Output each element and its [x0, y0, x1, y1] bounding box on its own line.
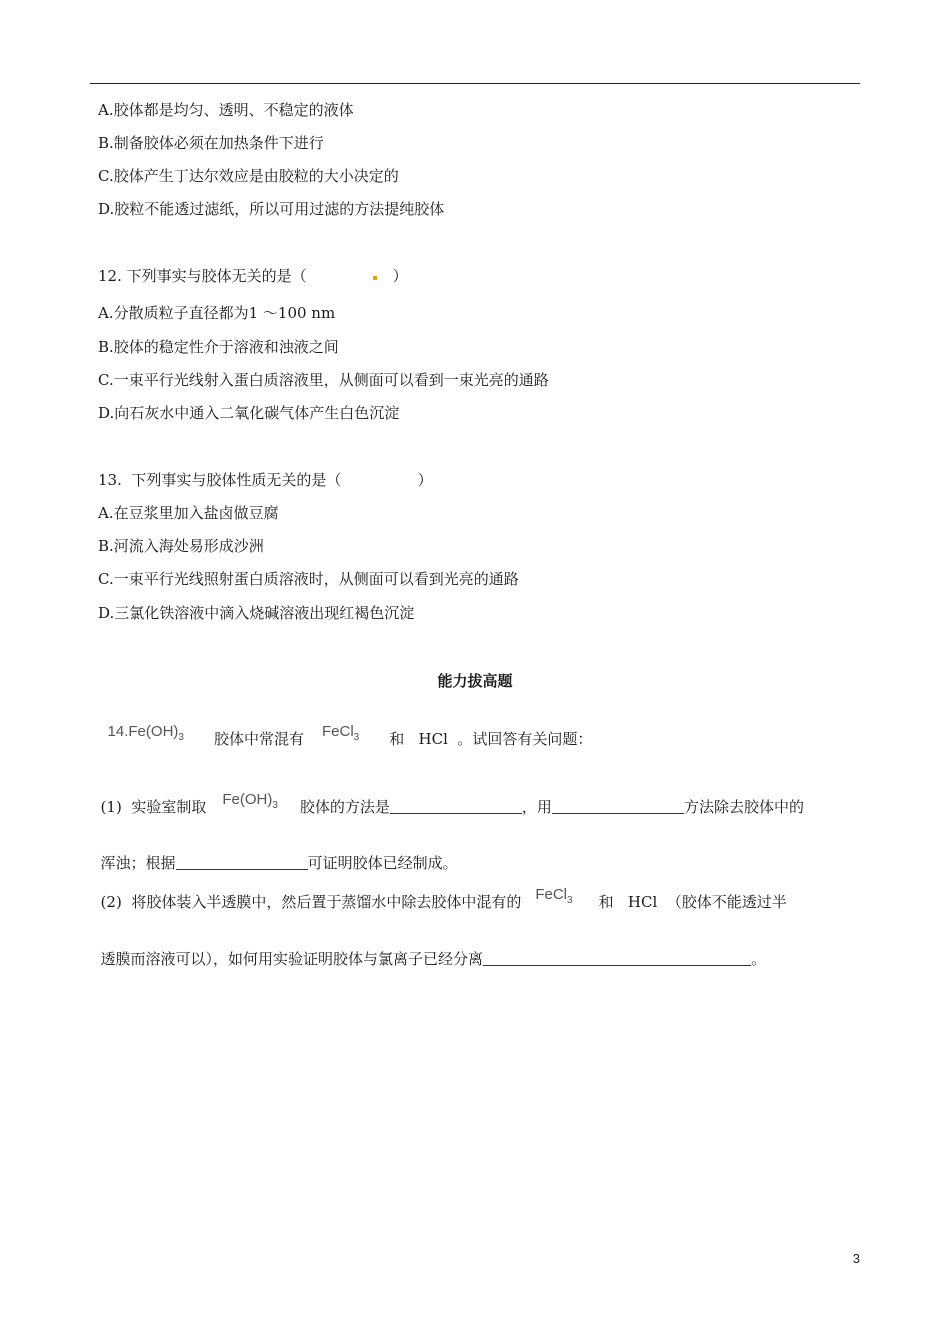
q13-option-a: A.在豆浆里加入盐卤做豆腐	[98, 504, 279, 522]
q12-stem-text: 12. 下列事实与胶体无关的是（	[98, 267, 307, 285]
q13-stem: 13. 下列事实与胶体性质无关的是（ ）	[98, 471, 433, 489]
q11-option-c: C.胶体产生丁达尔效应是由胶粒的大小决定的	[98, 167, 399, 185]
answer-blank-2[interactable]	[552, 799, 684, 814]
q12-stem	[98, 266, 408, 286]
q11-option-a: A.胶体都是均匀、透明、不稳定的液体	[98, 101, 354, 119]
q14-part2-d: 。	[751, 950, 767, 968]
q14-part2-c: 透膜而溶液可以），如何用实验证明胶体与氯离子已经分离	[100, 950, 484, 968]
q14-stem	[98, 709, 592, 756]
mark-dot	[373, 276, 377, 280]
q12-option-d: D.向石灰水中通入二氧化碳气体产生白色沉淀	[98, 404, 400, 422]
fecl3-formula: FeCl$_3$	[321, 723, 360, 743]
q14-part1-b: 胶体的方法是	[299, 798, 390, 816]
q14-part1-d: 方法除去胶体中的	[683, 798, 804, 816]
q12-stem-close: ）	[392, 267, 408, 285]
answer-blank-4[interactable]	[483, 951, 751, 966]
fecl3-formula-2: FeCl$_3$	[535, 886, 573, 906]
q14-text-b: 和 HCl 。试回答有关问题：	[389, 730, 593, 748]
q12-option-a: A.分散质粒子直径都为1 ～100 nm	[98, 304, 336, 322]
feoh3-formula: $14.Fe(OH)_3$	[107, 723, 184, 743]
q11-option-b: B.制备胶体必须在加热条件下进行	[98, 134, 324, 152]
header-rule	[90, 83, 860, 84]
q14-part2-b: 和 HCl （胶体不能透过半	[598, 893, 787, 911]
q13-option-d: D.三氯化铁溶液中滴入烧碱溶液出现红褐色沉淀	[98, 604, 415, 622]
q12-option-c: C.一束平行光线射入蛋白质溶液里，从侧面可以看到一束光亮的通路	[98, 371, 549, 389]
q14-text-a: 胶体中常混有	[213, 730, 304, 748]
q13-option-b: B.河流入海处易形成沙洲	[98, 537, 264, 555]
q14-part1-a: (1) 实验室制取	[100, 798, 207, 816]
q14-part1-e: 浑浊；根据	[100, 854, 176, 872]
section-heading: 能力拔高题	[437, 672, 513, 690]
q14-part2	[91, 872, 787, 919]
feoh3-formula-2: $Fe(OH)_3$	[222, 791, 278, 811]
q14-part2-a: (2) 将胶体装入半透膜中，然后置于蒸馏水中除去胶体中混有的	[100, 893, 522, 911]
q14-part2-cont	[91, 929, 766, 969]
answer-blank-1[interactable]	[390, 799, 522, 814]
q14-part1	[91, 777, 804, 824]
q14-part1-c: ，用	[521, 798, 552, 816]
q14-part1-cont	[91, 833, 458, 873]
q13-option-c: C.一束平行光线照射蛋白质溶液时，从侧面可以看到光亮的通路	[98, 570, 519, 588]
page-number: 3	[852, 1251, 860, 1266]
q11-option-d: D.胶粒不能透过滤纸，所以可用过滤的方法提纯胶体	[98, 200, 445, 218]
answer-blank-3[interactable]	[176, 855, 308, 870]
q12-option-b: B.胶体的稳定性介于溶液和浊液之间	[98, 338, 339, 356]
q14-part1-f: 可证明胶体已经制成。	[307, 854, 458, 872]
